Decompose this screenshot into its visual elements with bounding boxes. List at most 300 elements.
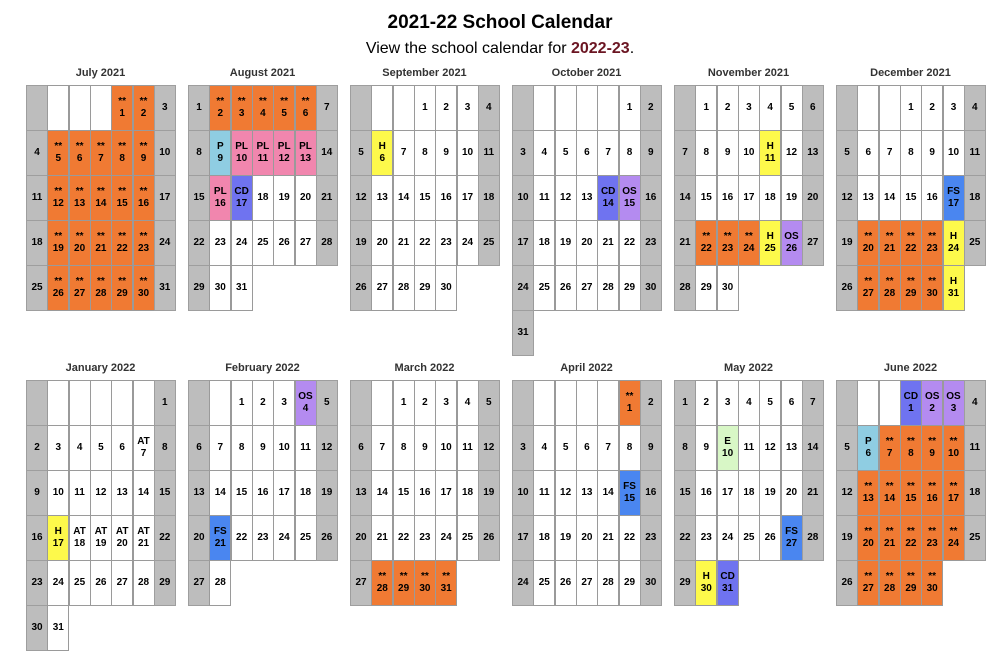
day-event-code: E <box>724 436 731 447</box>
calendar-day <box>457 470 479 516</box>
day-number: 24 <box>236 237 248 248</box>
day-event-code: ** <box>864 571 873 582</box>
day-number: 7 <box>886 448 893 459</box>
calendar-blank-day <box>576 380 598 426</box>
calendar-day <box>69 515 91 561</box>
day-number: 14 <box>884 192 896 203</box>
day-number: 13 <box>355 487 367 498</box>
calendar-day <box>576 560 598 606</box>
day-number: 1 <box>400 397 407 408</box>
calendar-day <box>316 380 338 426</box>
calendar-day <box>921 470 943 516</box>
day-number: 11 <box>539 192 550 203</box>
day-number: 17 <box>278 487 290 498</box>
calendar-day <box>393 515 415 561</box>
day-number: 8 <box>119 153 125 164</box>
day-number: 10 <box>517 487 529 498</box>
calendar-day <box>900 220 922 266</box>
day-event-code: ** <box>75 141 84 152</box>
day-event-code: AT <box>73 526 86 537</box>
day-number: 26 <box>841 577 853 588</box>
calendar-day <box>555 175 577 221</box>
calendar-day <box>738 380 760 426</box>
day-number: 21 <box>602 532 614 543</box>
day-number: 5 <box>562 442 569 453</box>
calendar-day <box>188 425 210 471</box>
day-event-code: H <box>702 571 710 582</box>
calendar-day <box>512 220 534 266</box>
day-number: 11 <box>539 487 550 498</box>
day-number: 5 <box>55 153 62 164</box>
calendar-day <box>295 425 317 471</box>
day-number: 9 <box>217 153 224 164</box>
calendar-day <box>252 175 274 221</box>
calendar-blank-day <box>576 85 598 131</box>
day-number: 15 <box>236 487 248 498</box>
month-june-2022 <box>836 362 985 605</box>
calendar-day <box>921 220 943 266</box>
month-september-2021 <box>350 67 499 310</box>
calendar-day <box>414 560 436 606</box>
day-number: 17 <box>52 538 64 549</box>
calendar-day <box>512 425 534 471</box>
calendar-day <box>576 515 598 561</box>
day-number: 12 <box>560 192 572 203</box>
calendar-day <box>576 470 598 516</box>
calendar-day <box>759 380 781 426</box>
day-number: 8 <box>908 147 914 158</box>
day-number: 10 <box>236 153 248 164</box>
day-number: 7 <box>605 147 611 158</box>
day-number: 14 <box>602 198 614 209</box>
calendar-day <box>111 220 133 266</box>
day-number: 18 <box>74 538 86 549</box>
day-number: 24 <box>947 243 960 254</box>
day-number: 24 <box>947 538 960 549</box>
calendar-day <box>597 470 619 516</box>
month-title: January 2022 <box>65 362 136 374</box>
day-number: 9 <box>260 442 266 453</box>
calendar-day <box>717 220 739 266</box>
calendar-blank-day <box>47 85 69 131</box>
calendar-blank-day <box>47 380 69 426</box>
calendar-day <box>393 380 415 426</box>
calendar-day <box>47 175 69 221</box>
calendar-day <box>133 85 155 131</box>
day-number: 28 <box>602 282 614 293</box>
day-number: 24 <box>52 577 64 588</box>
calendar-day <box>738 470 760 516</box>
day-number: 13 <box>193 487 205 498</box>
day-number: 4 <box>972 397 978 408</box>
day-number: 16 <box>722 192 734 203</box>
calendar-day <box>133 130 155 176</box>
day-number: 20 <box>376 237 388 248</box>
calendar-day <box>231 175 253 221</box>
day-number: 26 <box>560 282 572 293</box>
page-title: 2021-22 School Calendar <box>387 12 613 33</box>
calendar-day <box>69 560 91 606</box>
day-number: 22 <box>700 243 712 254</box>
day-number: 12 <box>95 487 107 498</box>
day-number: 30 <box>419 583 431 594</box>
calendar-day <box>435 515 457 561</box>
calendar-day <box>695 85 717 131</box>
calendar-day <box>414 130 436 176</box>
day-number: 21 <box>376 532 388 543</box>
day-number: 30 <box>214 282 226 293</box>
calendar-day <box>478 425 500 471</box>
calendar-blank-day <box>597 85 619 131</box>
calendar-day <box>231 425 253 471</box>
calendar-day <box>414 380 436 426</box>
calendar-day <box>371 515 393 561</box>
day-number: 24 <box>517 282 529 293</box>
calendar-day <box>47 265 69 311</box>
day-number: 12 <box>355 192 367 203</box>
calendar-day <box>478 85 500 131</box>
day-number: 26 <box>764 532 776 543</box>
day-number: 8 <box>682 442 688 453</box>
day-number: 2 <box>422 397 428 408</box>
calendar-day <box>533 425 555 471</box>
day-event-code: CD <box>234 186 249 197</box>
calendar-day <box>273 220 295 266</box>
day-number: 19 <box>355 237 367 248</box>
day-number: 20 <box>581 532 593 543</box>
day-event-code: ** <box>885 276 894 287</box>
day-number: 16 <box>645 487 657 498</box>
calendar-day <box>47 130 69 176</box>
calendar-day <box>640 515 662 561</box>
day-number: 28 <box>137 577 150 588</box>
calendar-day <box>252 425 274 471</box>
day-number: 20 <box>193 532 205 543</box>
calendar-day <box>393 470 415 516</box>
calendar-day <box>111 515 133 561</box>
calendar-blank-day <box>69 85 91 131</box>
day-event-code: ** <box>118 96 127 107</box>
day-number: 24 <box>278 532 290 543</box>
calendar-day <box>964 130 986 176</box>
day-number: 27 <box>376 282 388 293</box>
day-number: 13 <box>862 192 874 203</box>
day-number: 14 <box>884 493 896 504</box>
day-number: 29 <box>623 282 636 293</box>
calendar-day <box>717 515 739 561</box>
day-number: 23 <box>137 243 150 254</box>
calendar-day <box>393 220 415 266</box>
day-event-code: ** <box>301 96 310 107</box>
calendar-day <box>900 265 922 311</box>
day-number: 9 <box>34 487 40 498</box>
calendar-day <box>921 380 943 426</box>
calendar-day <box>209 425 231 471</box>
calendar-day <box>133 515 155 561</box>
day-number: 3 <box>950 403 957 414</box>
calendar-day <box>371 220 393 266</box>
calendar-day <box>188 470 210 516</box>
calendar-day <box>717 265 739 311</box>
calendar-day <box>759 470 781 516</box>
day-number: 11 <box>74 487 85 498</box>
day-number: 11 <box>462 442 473 453</box>
day-number: 23 <box>926 243 938 254</box>
calendar-blank-day <box>674 85 696 131</box>
day-event-code: OS <box>784 231 799 242</box>
calendar-day <box>717 380 739 426</box>
day-number: 5 <box>324 397 330 408</box>
calendar-day <box>209 515 231 561</box>
calendar-day <box>781 470 803 516</box>
day-number: 31 <box>236 282 248 293</box>
calendar-day <box>695 380 717 426</box>
calendar-day <box>414 175 436 221</box>
calendar-blank-day <box>836 380 858 426</box>
calendar-day <box>350 265 372 311</box>
calendar-day <box>273 380 295 426</box>
day-event-code: ** <box>928 276 937 287</box>
calendar-day <box>619 220 641 266</box>
day-number: 6 <box>76 153 83 164</box>
day-number: 4 <box>260 108 266 119</box>
month-december-2021 <box>836 67 985 310</box>
calendar-day <box>350 515 372 561</box>
calendar-day <box>26 265 48 311</box>
calendar-day <box>188 265 210 311</box>
day-number: 3 <box>520 442 526 453</box>
calendar-day <box>717 130 739 176</box>
day-number: 23 <box>257 532 269 543</box>
day-number: 1 <box>162 397 168 408</box>
day-number: 3 <box>162 102 168 113</box>
calendar-day <box>674 560 696 606</box>
day-number: 27 <box>581 577 593 588</box>
calendar-blank-day <box>69 380 91 426</box>
calendar-blank-day <box>533 85 555 131</box>
day-number: 20 <box>355 532 367 543</box>
calendar-blank-day <box>90 380 112 426</box>
day-number: 10 <box>461 147 474 158</box>
calendar-day <box>943 175 965 221</box>
day-number: 7 <box>605 442 611 453</box>
subtitle-prefix: View the school calendar for <box>365 40 571 57</box>
day-number: 19 <box>278 192 290 203</box>
day-number: 16 <box>257 487 269 498</box>
calendar-day <box>273 175 295 221</box>
day-number: 7 <box>379 442 386 453</box>
calendar-day <box>576 425 598 471</box>
day-number: 23 <box>440 237 452 248</box>
calendar-day <box>781 220 803 266</box>
day-number: 21 <box>884 538 896 549</box>
calendar-day <box>26 175 48 221</box>
calendar-blank-day <box>26 85 48 131</box>
day-number: 27 <box>807 237 819 248</box>
day-number: 7 <box>682 147 688 158</box>
day-number: 10 <box>440 442 452 453</box>
calendar-day <box>111 470 133 516</box>
day-number: 6 <box>865 147 872 158</box>
day-number: 19 <box>785 192 798 203</box>
calendar-day <box>674 175 696 221</box>
calendar-day <box>576 175 598 221</box>
day-number: 12 <box>483 442 495 453</box>
calendar-day <box>154 380 176 426</box>
day-number: 9 <box>443 147 449 158</box>
day-number: 4 <box>34 147 40 158</box>
calendar-day <box>90 515 112 561</box>
calendar-day <box>836 220 858 266</box>
calendar-day <box>943 220 965 266</box>
day-number: 27 <box>116 577 128 588</box>
month-title: July 2021 <box>75 67 126 79</box>
calendar-day <box>435 425 457 471</box>
day-number: 26 <box>560 577 572 588</box>
day-number: 8 <box>703 147 710 158</box>
day-event-code: H <box>378 141 386 152</box>
day-event-code: ** <box>118 276 127 287</box>
calendar-day <box>943 130 965 176</box>
calendar-day <box>154 425 176 471</box>
day-number: 30 <box>722 282 734 293</box>
month-title: November 2021 <box>707 67 790 79</box>
calendar-day <box>717 470 739 516</box>
calendar-day <box>674 470 696 516</box>
day-number: 18 <box>299 487 312 498</box>
day-number: 17 <box>440 487 452 498</box>
calendar-day <box>695 560 717 606</box>
day-number: 29 <box>905 288 917 299</box>
day-number: 27 <box>862 583 874 594</box>
calendar-day <box>457 85 479 131</box>
day-number: 3 <box>724 397 731 408</box>
day-number: 20 <box>862 243 874 254</box>
day-event-code: AT <box>115 526 129 537</box>
day-number: 6 <box>810 102 816 113</box>
calendar-day <box>619 130 641 176</box>
calendar-day <box>640 175 662 221</box>
day-number: 28 <box>807 532 819 543</box>
calendar-day <box>350 130 372 176</box>
day-event-code: ** <box>885 436 894 447</box>
day-number: 19 <box>560 237 572 248</box>
day-number: 18 <box>257 192 269 203</box>
calendar-day <box>111 175 133 221</box>
calendar-day <box>738 220 760 266</box>
calendar-blank-day <box>188 380 210 426</box>
calendar-day <box>512 515 534 561</box>
day-number: 20 <box>862 538 874 549</box>
day-number: 21 <box>884 243 896 254</box>
day-number: 29 <box>116 288 128 299</box>
day-number: 12 <box>764 442 776 453</box>
day-number: 28 <box>679 282 691 293</box>
day-event-code: ** <box>864 481 873 492</box>
day-event-code: ** <box>864 526 873 537</box>
day-number: 21 <box>398 237 410 248</box>
calendar-day <box>393 265 415 311</box>
day-number: 9 <box>703 442 710 453</box>
day-event-code: OS <box>924 391 940 402</box>
day-event-code: ** <box>399 571 408 582</box>
day-number: 15 <box>623 493 636 504</box>
calendar-blank-day <box>371 380 393 426</box>
calendar-day <box>738 85 760 131</box>
calendar-day <box>759 220 781 266</box>
calendar-day <box>674 515 696 561</box>
calendar-day <box>316 85 338 131</box>
day-number: 3 <box>55 442 62 453</box>
calendar-day <box>619 425 641 471</box>
calendar-day <box>857 265 879 311</box>
calendar-blank-day <box>350 380 372 426</box>
day-event-code: ** <box>906 571 915 582</box>
day-number: 15 <box>116 198 128 209</box>
day-number: 30 <box>926 583 938 594</box>
calendar-day <box>188 175 210 221</box>
month-title: August 2021 <box>229 67 296 79</box>
next-year-calendar-link[interactable]: 2022-23 <box>570 40 630 57</box>
day-number: 17 <box>461 192 474 203</box>
calendar-day <box>69 265 91 311</box>
calendar-day <box>252 85 274 131</box>
day-number: 19 <box>764 487 776 498</box>
calendar-day <box>943 265 965 311</box>
calendar-day <box>478 130 500 176</box>
day-number: 26 <box>483 532 495 543</box>
calendar-day <box>943 380 965 426</box>
day-number: 18 <box>764 192 776 203</box>
calendar-day <box>133 220 155 266</box>
day-number: 10 <box>159 147 171 158</box>
calendar-day <box>231 220 253 266</box>
month-october-2021 <box>512 67 661 355</box>
calendar-day <box>371 175 393 221</box>
day-number: 11 <box>31 192 43 203</box>
day-number: 4 <box>541 442 548 453</box>
day-number: 20 <box>581 237 593 248</box>
calendar-day <box>943 85 965 131</box>
day-number: 25 <box>743 532 755 543</box>
calendar-day <box>879 220 901 266</box>
subtitle-suffix: . <box>629 40 635 57</box>
day-event-code: AT <box>137 436 150 447</box>
calendar-day <box>133 175 155 221</box>
calendar-day <box>414 220 436 266</box>
calendar-day <box>69 175 91 221</box>
calendar-day <box>90 130 112 176</box>
month-title: March 2022 <box>394 362 455 374</box>
calendar-day <box>879 130 901 176</box>
month-title: June 2022 <box>883 362 938 374</box>
calendar-day <box>781 175 803 221</box>
day-number: 12 <box>841 487 853 498</box>
day-number: 18 <box>538 532 550 543</box>
day-number: 19 <box>483 487 495 498</box>
calendar-day <box>273 515 295 561</box>
month-august-2021 <box>188 67 337 310</box>
day-number: 13 <box>299 153 312 164</box>
calendar-blank-day <box>879 85 901 131</box>
day-event-code: ** <box>118 186 127 197</box>
calendar-day <box>231 265 253 311</box>
calendar-day <box>111 85 133 131</box>
calendar-day <box>209 265 231 311</box>
day-event-code: PL <box>235 141 248 152</box>
calendar-day <box>576 130 598 176</box>
day-event-code: ** <box>139 96 148 107</box>
